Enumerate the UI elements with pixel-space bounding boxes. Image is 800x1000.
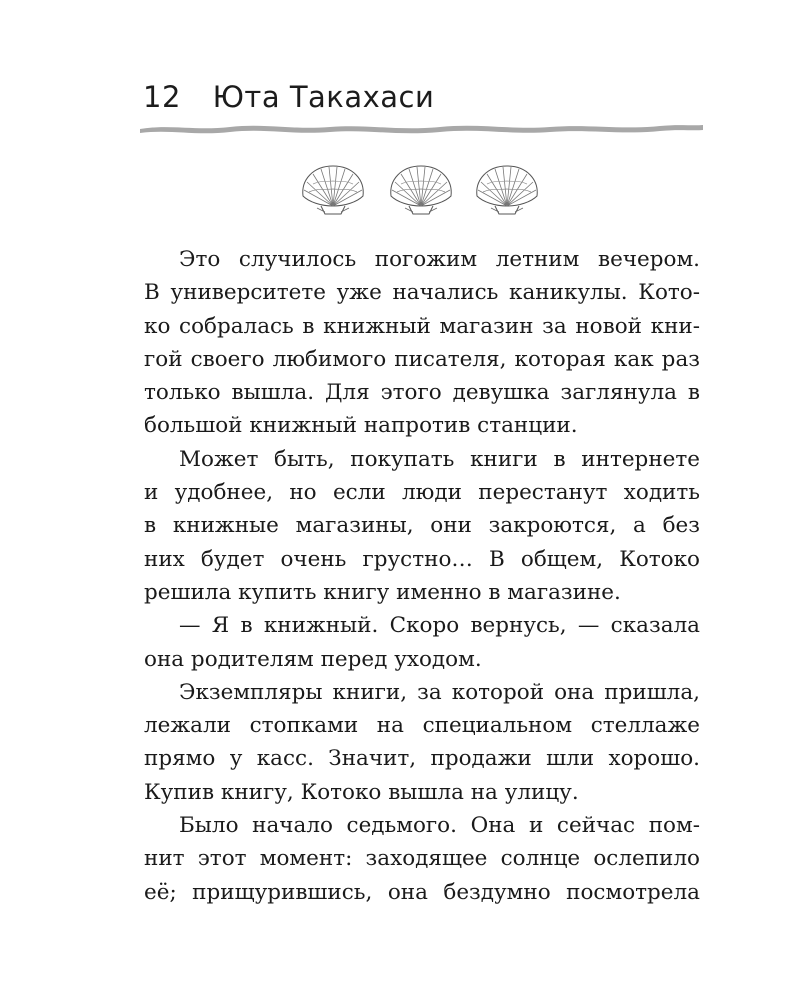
text-line: нит этот момент: заходящее солнце ослепило (144, 846, 700, 872)
text-line: прямо у касс. Значит, продажи шли хорошо. (144, 746, 700, 772)
text-line: решила купить книгу именно в магазине. (144, 579, 621, 605)
scallop-shell-icon (477, 166, 537, 214)
text-line: Экземпляры книги, за которой она пришла, (179, 679, 700, 705)
text-line: её; прищурившись, она бездумно посмотрела (144, 879, 700, 905)
page-header (143, 80, 703, 120)
shell-ornament (295, 160, 555, 216)
text-line: Это случилось погожим летним вечером. (179, 247, 700, 272)
page-number: 12 (143, 80, 181, 114)
wave-divider (140, 118, 703, 136)
text-line: — Я в книжный. Скоро вернусь, — сказала (179, 613, 700, 639)
text-line: гой своего любимого писателя, которая как раз (144, 346, 700, 372)
scallop-shell-icon (303, 166, 363, 214)
text-line: Купив книгу, Котоко вышла на улицу. (144, 779, 579, 805)
text-line: только вышла. Для этого девушка заглянула в (144, 380, 700, 406)
scallop-shell-icon (391, 166, 451, 214)
text-line: Было начало седьмого. Она и сейчас пом- (179, 813, 700, 839)
text-line: лежали стопками на специальном стеллаже (144, 713, 700, 739)
text-line: большой книжный напротив станции. (144, 413, 578, 439)
running-title: Юта Такахаси (212, 80, 435, 114)
text-line: она родителям перед уходом. (144, 646, 482, 672)
body-text (144, 243, 700, 909)
text-line: и удобнее, но если люди перестанут ходить (144, 480, 700, 506)
text-line: них будет очень грустно… В общем, Котоко (144, 546, 700, 572)
text-line: Может быть, покупать книги в интернете (179, 446, 700, 472)
text-line: в книжные магазины, они закроются, а без (144, 513, 700, 539)
text-line: ко собралась в книжный магазин за новой кни- (144, 313, 700, 339)
text-line: В университете уже начались каникулы. Кото- (144, 280, 700, 306)
